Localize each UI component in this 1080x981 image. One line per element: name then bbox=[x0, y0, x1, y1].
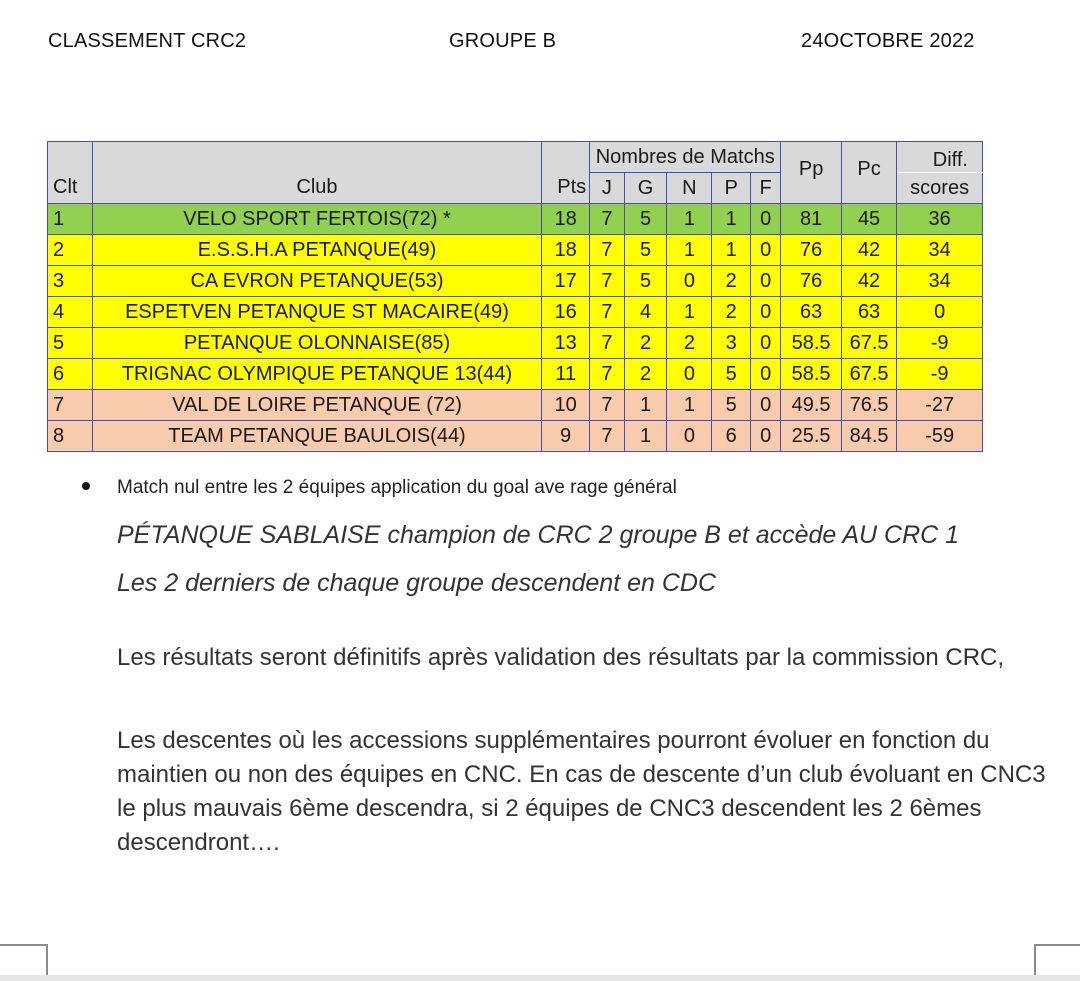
cell-p: 2 bbox=[712, 266, 751, 297]
note-bullet bbox=[82, 477, 677, 499]
descents-paragraph: Les descentes où les accessions supplémentaires pourront évoluer en fonction du maintien ou non des équipes en CNC. En cas de descente d’un club évoluant en CNC3 le plus mauvais 6ème descendra, si 2 équipes de CNC3 descendent les 2 6èmes descendront…. bbox=[117, 727, 1046, 856]
header-title: CLASSEMENT CRC2 bbox=[48, 30, 247, 52]
cell-j: 7 bbox=[590, 297, 624, 328]
cell-pts: 11 bbox=[542, 359, 590, 390]
col-header-scores: scores bbox=[897, 173, 983, 204]
header-blank-pts bbox=[542, 142, 590, 173]
cell-diff: -27 bbox=[897, 390, 983, 421]
table-row bbox=[48, 297, 983, 328]
cell-pc: 84.5 bbox=[841, 421, 896, 452]
table-row bbox=[48, 421, 983, 452]
cell-pts: 9 bbox=[542, 421, 590, 452]
cell-pp: 63 bbox=[781, 297, 842, 328]
cell-g: 2 bbox=[624, 359, 667, 390]
cell-clt: 3 bbox=[48, 266, 93, 297]
table-row bbox=[48, 235, 983, 266]
col-header-j: J bbox=[590, 173, 624, 204]
cell-j: 7 bbox=[590, 204, 624, 235]
cell-p: 6 bbox=[712, 421, 751, 452]
cell-pp: 58.5 bbox=[781, 359, 842, 390]
cell-j: 7 bbox=[590, 328, 624, 359]
cell-f: 0 bbox=[750, 390, 780, 421]
bullet-dot-icon bbox=[82, 482, 90, 490]
cell-pp: 25.5 bbox=[781, 421, 842, 452]
cell-n: 1 bbox=[667, 297, 712, 328]
cell-club: E.S.S.H.A PETANQUE(49) bbox=[92, 235, 541, 266]
col-header-p: P bbox=[712, 173, 751, 204]
col-header-pts: Pts bbox=[542, 173, 590, 204]
cell-pp: 49.5 bbox=[781, 390, 842, 421]
table-row bbox=[48, 204, 983, 235]
header-blank-clt bbox=[48, 142, 93, 173]
cell-p: 1 bbox=[712, 235, 751, 266]
cell-j: 7 bbox=[590, 421, 624, 452]
cell-clt: 7 bbox=[48, 390, 93, 421]
results-paragraph: Les résultats seront définitifs après validation des résultats par la commission CRC, bbox=[117, 644, 1005, 671]
cell-p: 1 bbox=[712, 204, 751, 235]
cell-p: 2 bbox=[712, 297, 751, 328]
col-header-g: G bbox=[624, 173, 667, 204]
cell-f: 0 bbox=[750, 359, 780, 390]
cell-pp: 81 bbox=[781, 204, 842, 235]
cell-pp: 58.5 bbox=[781, 328, 842, 359]
cell-diff: 34 bbox=[897, 266, 983, 297]
col-header-n: N bbox=[667, 173, 712, 204]
cell-p: 5 bbox=[712, 359, 751, 390]
col-header-f: F bbox=[750, 173, 780, 204]
cell-p: 3 bbox=[712, 328, 751, 359]
col-header-clt: Clt bbox=[48, 173, 93, 204]
cell-n: 0 bbox=[667, 266, 712, 297]
header-date: 24OCTOBRE 2022 bbox=[801, 30, 975, 52]
cell-p: 5 bbox=[712, 390, 751, 421]
cell-g: 5 bbox=[624, 235, 667, 266]
cell-n: 0 bbox=[667, 421, 712, 452]
cell-diff: 0 bbox=[897, 297, 983, 328]
col-header-pc: Pc bbox=[841, 142, 896, 204]
cell-diff: 34 bbox=[897, 235, 983, 266]
cell-j: 7 bbox=[590, 390, 624, 421]
col-header-club: Club bbox=[92, 173, 541, 204]
col-header-pp: Pp bbox=[781, 142, 842, 204]
cell-g: 1 bbox=[624, 390, 667, 421]
table-row bbox=[48, 266, 983, 297]
header-group: GROUPE B bbox=[449, 30, 557, 52]
cell-f: 0 bbox=[750, 421, 780, 452]
cell-clt: 1 bbox=[48, 204, 93, 235]
cell-j: 7 bbox=[590, 359, 624, 390]
cell-g: 5 bbox=[624, 266, 667, 297]
cell-g: 2 bbox=[624, 328, 667, 359]
cell-f: 0 bbox=[750, 204, 780, 235]
cell-diff: -9 bbox=[897, 328, 983, 359]
cell-g: 4 bbox=[624, 297, 667, 328]
table-row bbox=[48, 328, 983, 359]
cell-clt: 5 bbox=[48, 328, 93, 359]
cell-club: CA EVRON PETANQUE(53) bbox=[92, 266, 541, 297]
cell-club: PETANQUE OLONNAISE(85) bbox=[92, 328, 541, 359]
cell-n: 1 bbox=[667, 390, 712, 421]
cell-f: 0 bbox=[750, 266, 780, 297]
cell-f: 0 bbox=[750, 235, 780, 266]
note-bullet-text: Match nul entre les 2 équipes application du goal ave rage général bbox=[117, 477, 677, 498]
cell-pc: 67.5 bbox=[841, 328, 896, 359]
cell-pp: 76 bbox=[781, 266, 842, 297]
cell-pc: 63 bbox=[841, 297, 896, 328]
col-header-diff: Diff. bbox=[897, 142, 983, 173]
cell-clt: 6 bbox=[48, 359, 93, 390]
cell-pp: 76 bbox=[781, 235, 842, 266]
cell-n: 2 bbox=[667, 328, 712, 359]
cell-clt: 4 bbox=[48, 297, 93, 328]
table-row bbox=[48, 359, 983, 390]
cell-clt: 8 bbox=[48, 421, 93, 452]
cell-j: 7 bbox=[590, 235, 624, 266]
cell-diff: -59 bbox=[897, 421, 983, 452]
cell-f: 0 bbox=[750, 328, 780, 359]
cell-pts: 17 bbox=[542, 266, 590, 297]
cell-pts: 18 bbox=[542, 204, 590, 235]
cell-f: 0 bbox=[750, 297, 780, 328]
cell-clt: 2 bbox=[48, 235, 93, 266]
cell-pc: 67.5 bbox=[841, 359, 896, 390]
cell-pts: 13 bbox=[542, 328, 590, 359]
header-blank-club bbox=[92, 142, 541, 173]
cell-g: 5 bbox=[624, 204, 667, 235]
cell-pc: 42 bbox=[841, 266, 896, 297]
cell-pts: 10 bbox=[542, 390, 590, 421]
cell-club: VAL DE LOIRE PETANQUE (72) bbox=[92, 390, 541, 421]
champion-note: PÉTANQUE SABLAISE champion de CRC 2 groupe B et accède AU CRC 1 bbox=[117, 521, 960, 549]
cell-pc: 42 bbox=[841, 235, 896, 266]
cell-club: VELO SPORT FERTOIS(72) * bbox=[92, 204, 541, 235]
cell-n: 1 bbox=[667, 204, 712, 235]
cell-diff: -9 bbox=[897, 359, 983, 390]
cell-club: TEAM PETANQUE BAULOIS(44) bbox=[92, 421, 541, 452]
cell-pts: 16 bbox=[542, 297, 590, 328]
cell-j: 7 bbox=[590, 266, 624, 297]
cell-diff: 36 bbox=[897, 204, 983, 235]
relegation-note: Les 2 derniers de chaque groupe descendent en CDC bbox=[117, 569, 717, 597]
page-corner-left bbox=[0, 944, 48, 976]
cell-n: 0 bbox=[667, 359, 712, 390]
page-corner-right bbox=[1034, 944, 1080, 976]
cell-pc: 45 bbox=[841, 204, 896, 235]
cell-pts: 18 bbox=[542, 235, 590, 266]
table-row bbox=[48, 390, 983, 421]
matches-group-header: Nombres de Matchs bbox=[590, 142, 781, 173]
cell-club: TRIGNAC OLYMPIQUE PETANQUE 13(44) bbox=[92, 359, 541, 390]
cell-g: 1 bbox=[624, 421, 667, 452]
standings-table bbox=[47, 141, 983, 452]
cell-n: 1 bbox=[667, 235, 712, 266]
cell-club: ESPETVEN PETANQUE ST MACAIRE(49) bbox=[92, 297, 541, 328]
page-bottom-edge bbox=[0, 975, 1080, 981]
cell-pc: 76.5 bbox=[841, 390, 896, 421]
